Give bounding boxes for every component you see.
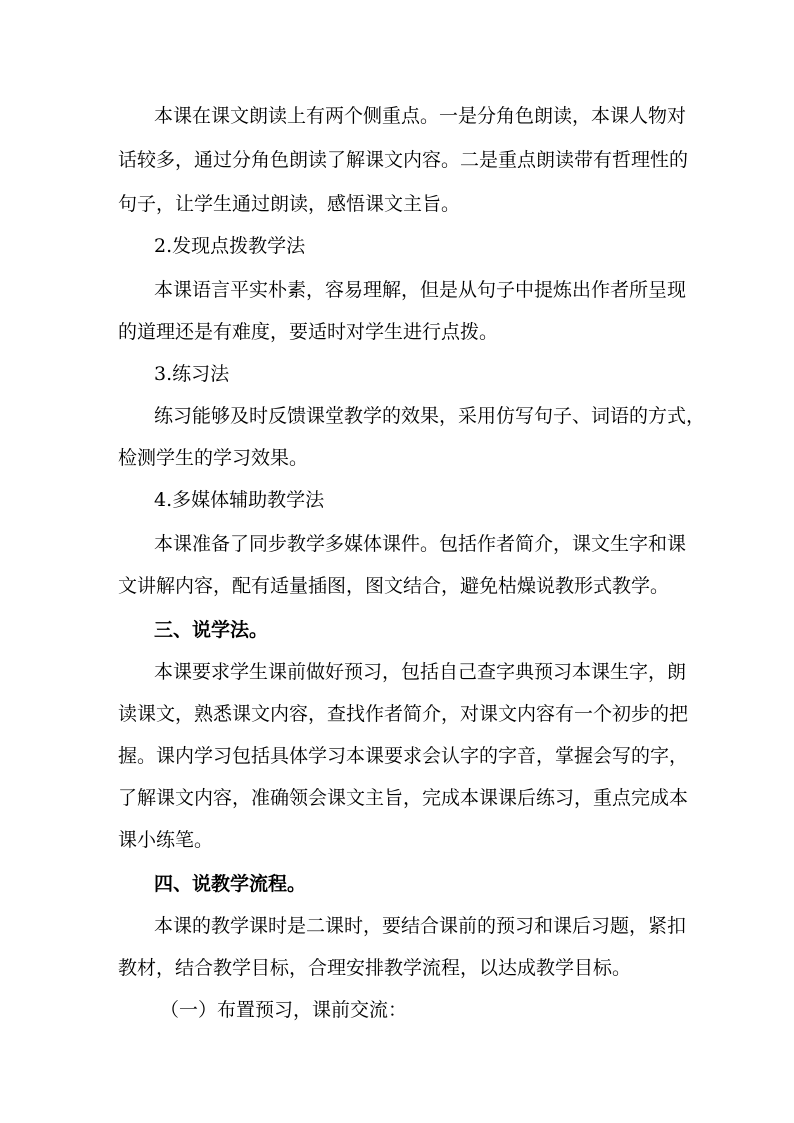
paragraph-line: 了解课文内容，准确领会课文主旨，完成本课课后练习，重点完成本 — [118, 787, 689, 809]
paragraph-line: 本课要求学生课前做好预习，包括自己查字典预习本课生字，朗 — [154, 661, 687, 683]
section-heading: 四、说教学流程。 — [154, 873, 307, 895]
paragraph-line: 练习能够及时反馈课堂教学的效果，采用仿写句子、词语的方式， — [154, 405, 706, 427]
paragraph-line: 课小练笔。 — [118, 829, 214, 851]
section-heading: 三、说学法。 — [154, 619, 269, 641]
paragraph-line: 本课语言平实朴素，容易理解，但是从句子中提炼出作者所呈现 — [154, 279, 687, 301]
paragraph-line: 本课的教学课时是二课时，要结合课前的预习和课后习题，紧扣 — [154, 915, 687, 937]
paragraph-line: 读课文，熟悉课文内容，查找作者简介，对课文内容有一个初步的把 — [118, 703, 689, 725]
paragraph-line: 检测学生的学习效果。 — [118, 447, 309, 469]
method-heading: 2.发现点拨教学法 — [154, 235, 306, 257]
paragraph-line: 的道理还是有难度，要适时对学生进行点拨。 — [118, 321, 499, 343]
paragraph-line: 本课准备了同步教学多媒体课件。包括作者简介，课文生字和课 — [154, 533, 687, 555]
paragraph-line: 握。课内学习包括具体学习本课要求会认字的字音，掌握会写的字， — [118, 745, 689, 767]
paragraph-line: 教材，结合教学目标，合理安排教学流程，以达成教学目标。 — [118, 957, 632, 979]
paragraph-line: 话较多，通过分角色朗读了解课文内容。二是重点朗读带有哲理性的 — [118, 149, 689, 171]
paragraph-line: 本课在课文朗读上有两个侧重点。一是分角色朗读，本课人物对 — [154, 105, 687, 127]
paragraph-line: 句子，让学生通过朗读，感悟课文主旨。 — [118, 193, 461, 215]
method-heading: 4.多媒体辅助教学法 — [154, 489, 325, 511]
subsection-heading: （一）布置预习，课前交流： — [160, 999, 408, 1021]
method-heading: 3.练习法 — [154, 363, 230, 385]
paragraph-line: 文讲解内容，配有适量插图，图文结合，避免枯燥说教形式教学。 — [118, 575, 670, 597]
